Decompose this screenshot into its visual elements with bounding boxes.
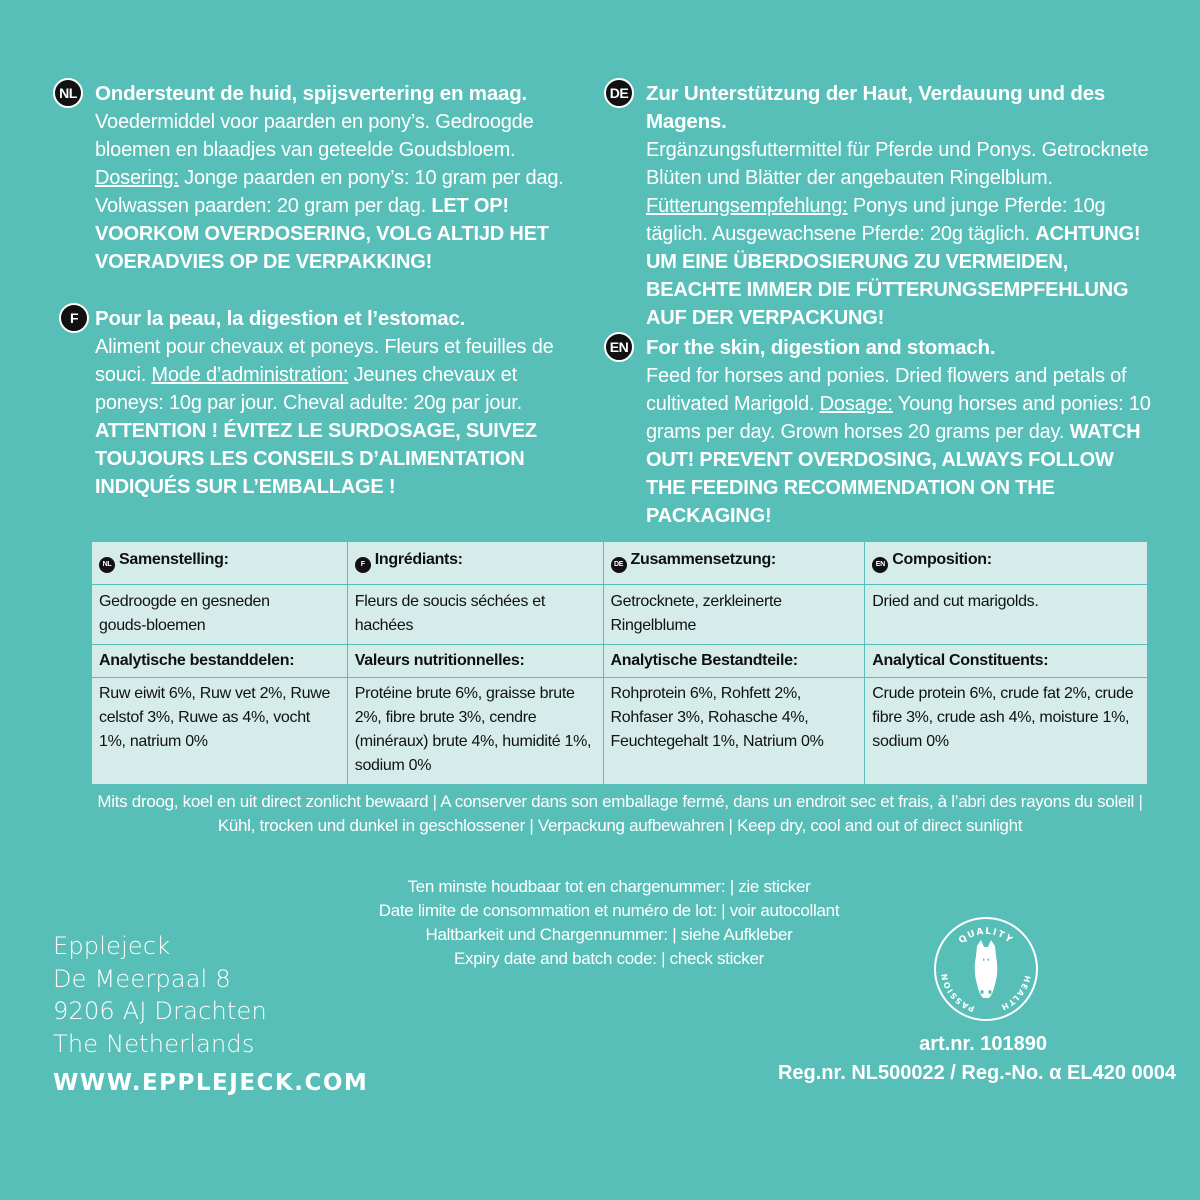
section-fr-dosage-text: Jeunes chevaux et poneys: 10g par jour. Cheval adulte: 20g par jour. (95, 364, 522, 414)
expiry-line: Ten minste houdbaar tot en chargenummer: | zie sticker (407, 877, 811, 896)
lang-badge-en: EN (604, 332, 634, 362)
horse-head-icon (975, 940, 998, 998)
registration-number: Reg.nr. NL500022 / Reg.-No. α EL420 0004 (777, 1062, 1176, 1084)
table-cell: Analytical Constituents: (865, 645, 1148, 678)
table-cell: Analytische Bestandteile: (603, 645, 865, 678)
section-de (609, 80, 1158, 332)
table-header-label: Samenstelling: (119, 551, 229, 568)
lang-badge-fr-small: F (355, 557, 371, 573)
section-en-dosage-label: Dosage: (819, 393, 893, 415)
section-en (609, 334, 1158, 530)
section-nl-warning: LET OP! VOORKOM OVERDOSERING, VOLG ALTIJD HET VOERADVIES OP DE VERPAKKING! (95, 195, 549, 273)
lang-badge-nl-small: NL (99, 557, 115, 573)
seal-text-right: HEALTH (998, 974, 1032, 1013)
storage-line: Kühl, trocken und dunkel in geschlossener | Verpackung aufbewahren | Keep dry, cool and out of direct sunlight (217, 816, 1023, 835)
lang-badge-de: DE (604, 78, 634, 108)
table-header-cell (603, 542, 865, 585)
section-de-title: Zur Unterstützung der Haut, Verdauung und des Magens. (646, 82, 1106, 133)
website-link[interactable]: WWW.EPPLEJECK.COM (53, 1070, 369, 1096)
section-fr-dosage-label: Mode d’administration: (151, 364, 349, 386)
section-nl (59, 80, 595, 276)
section-fr-warning: ATTENTION ! ÉVITEZ LE SURDOSAGE, SUIVEZ TOUJOURS LES CONSEILS D’ALIMENTATION INDIQUÉS SUR L’EMBALLAGE ! (95, 420, 537, 498)
lang-badge-en-small: EN (872, 557, 888, 573)
table-header-label: Composition: (892, 551, 992, 568)
table-cell: Fleurs de soucis séchées et hachées (347, 585, 603, 645)
table-cell: Protéine brute 6%, graisse brute 2%, fibre brute 3%, cendre (minéraux) brute 4%, humidité 1%, sodium 0% (347, 678, 603, 785)
table-cell: Analytische bestanddelen: (92, 645, 348, 678)
address-city: 9206 AJ Drachten (53, 997, 267, 1025)
section-en-title: For the skin, digestion and stomach. (646, 336, 996, 359)
table-cell: Dried and cut marigolds. (865, 585, 1148, 645)
table-cell: Ruw eiwit 6%, Ruw vet 2%, Ruwe celstof 3%, Ruwe as 4%, vocht 1%, natrium 0% (92, 678, 348, 785)
composition-table (91, 541, 1148, 785)
section-nl-dosage-text: Jonge paarden en pony’s: 10 gram per dag. Volwassen paarden: 20 gram per dag. (95, 167, 564, 217)
section-de-warning: ACHTUNG! UM EINE ÜBERDOSIERUNG ZU VERMEIDEN, BEACHTE IMMER DIE FÜTTERUNGSEMPFEHLUNG AUF DER VERPACKUNG! (646, 223, 1141, 329)
section-en-intro: Feed for horses and ponies. Dried flowers and petals of cultivated Marigold. (646, 365, 1127, 415)
section-nl-body (95, 108, 595, 276)
table-cell: Crude protein 6%, crude fat 2%, crude fibre 3%, crude ash 4%, moisture 1%, sodium 0% (865, 678, 1148, 785)
section-fr-body (95, 333, 590, 501)
expiry-line: Expiry date and batch code: | check sticker (454, 949, 764, 968)
table-row-analytic-header (92, 645, 1148, 678)
section-fr (69, 305, 590, 501)
table-cell: Gedroogde en gesneden gouds-bloemen (92, 585, 348, 645)
section-de-intro: Ergänzungsfuttermittel für Pferde und Ponys. Getrocknete Blüten und Blätter der angebauten Ringelblum. (646, 139, 1149, 189)
svg-text:PASSION (940, 972, 976, 1014)
table-cell: Rohprotein 6%, Rohfett 2%, Rohfaser 3%, Rohasche 4%, Feuchtegehalt 1%, Natrium 0% (603, 678, 865, 785)
table-row-analytic-values (92, 678, 1148, 785)
table-header-row (92, 542, 1148, 585)
section-de-dosage-text: Ponys und junge Pferde: 10g täglich. Ausgewachsene Pferde: 20g täglich. (646, 195, 1106, 245)
expiry-line: Haltbarkeit und Chargennummer: | siehe Aufkleber (425, 925, 793, 944)
section-de-body (646, 136, 1158, 332)
table-row-composition (92, 585, 1148, 645)
section-en-warning: WATCH OUT! PREVENT OVERDOSING, ALWAYS FOLLOW THE FEEDING RECOMMENDATION ON THE PACKAGING! (646, 421, 1141, 527)
table-header-label: Ingrédiants: (374, 551, 463, 568)
section-nl-intro: Voedermiddel voor paarden en pony’s. Gedroogde bloemen en blaadjes van geteelde Goudsbloem. (95, 111, 534, 161)
section-de-dosage-label: Fütterungsempfehlung: (646, 195, 848, 217)
section-en-body (646, 362, 1158, 530)
lang-badge-nl: NL (53, 78, 83, 108)
storage-info (0, 790, 1200, 838)
seal-text-top: QUALITY (957, 926, 1015, 947)
svg-text:QUALITY (957, 927, 1015, 946)
address-street: De Meerpaal 8 (53, 964, 231, 993)
seal-text-left: PASSION (939, 971, 976, 1014)
section-en-dosage-text: Young horses and ponies: 10 grams per day. Grown horses 20 grams per day. (646, 393, 1151, 443)
company-address (53, 930, 267, 1060)
expiry-line: Date limite de consommation et numéro de lot: | voir autocollant (378, 901, 840, 920)
company-name: Epplejeck (53, 932, 171, 960)
quality-seal-logo (933, 916, 1039, 1022)
article-info (778, 1030, 1176, 1088)
lang-badge-de-small: DE (611, 557, 627, 573)
section-fr-intro: Aliment pour chevaux et poneys. Fleurs et feuilles de souci. (95, 336, 554, 386)
section-nl-title: Ondersteunt de huid, spijsvertering en maag. (95, 82, 528, 105)
table-header-label: Zusammensetzung: (630, 551, 776, 568)
storage-line: Mits droog, koel en uit direct zonlicht bewaard | A conserver dans son emballage fermé, dans un endroit sec et frais, à l’abri des rayons du soleil | (97, 792, 1143, 811)
table-cell: Valeurs nutritionnelles: (347, 645, 603, 678)
section-fr-title: Pour la peau, la digestion et l’estomac. (95, 307, 466, 330)
svg-text:HEALTH (999, 975, 1032, 1013)
address-country: The Netherlands (53, 1029, 255, 1058)
table-header-cell (347, 542, 603, 585)
lang-badge-fr: F (59, 303, 89, 333)
table-header-cell (865, 542, 1148, 585)
section-nl-dosage-label: Dosering: (95, 167, 179, 189)
table-cell: Getrocknete, zerkleinerte Ringelblume (603, 585, 865, 645)
article-number: art.nr. 101890 (919, 1033, 1047, 1055)
table-header-cell (92, 542, 348, 585)
